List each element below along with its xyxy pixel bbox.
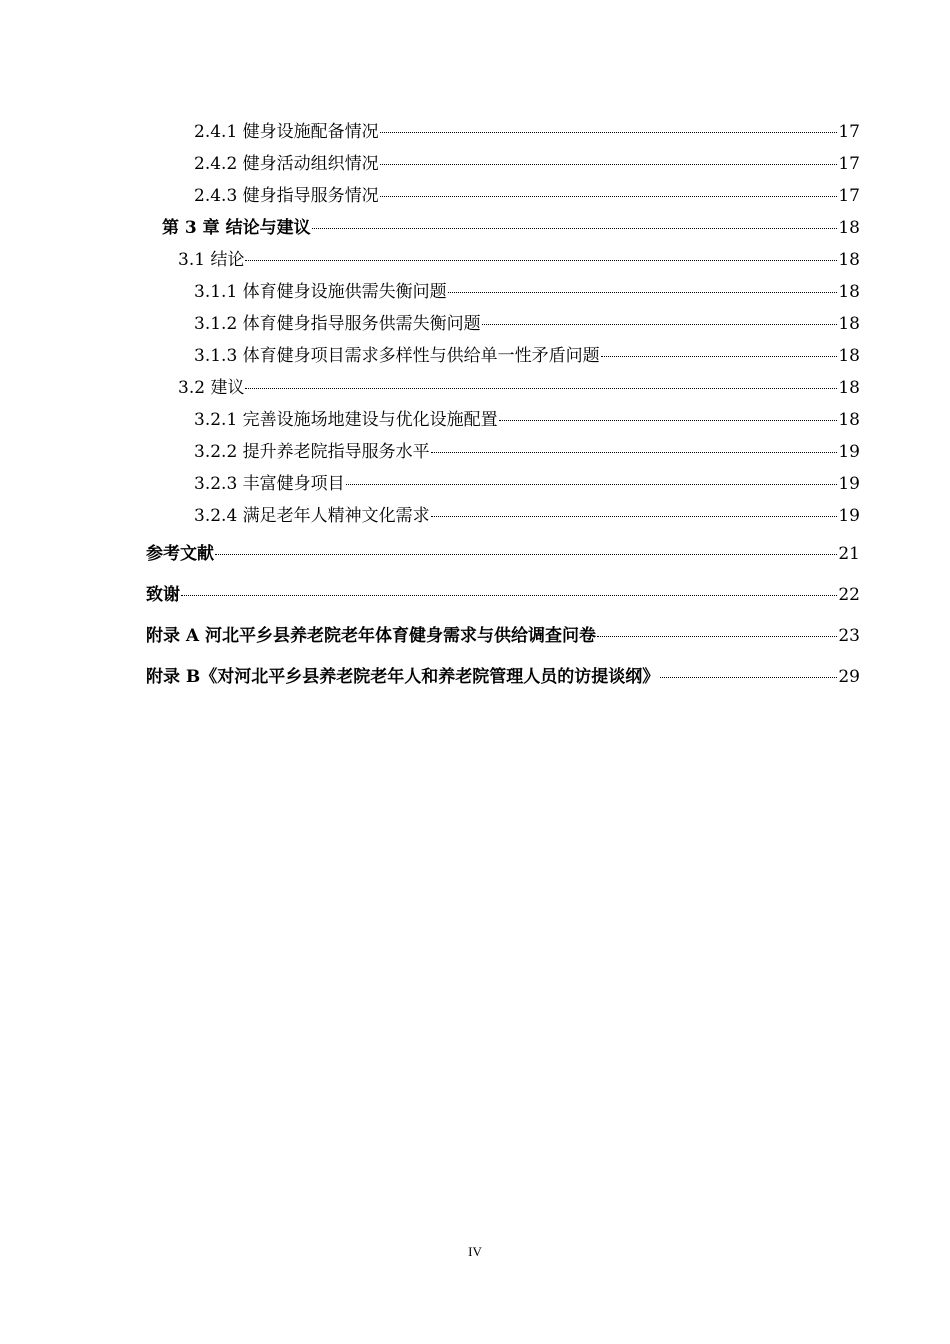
toc-entry-title: 第 3 章 结论与建议 — [162, 218, 311, 238]
toc-entry[interactable] — [146, 468, 860, 500]
toc-dot-leader — [431, 516, 838, 517]
toc-entry[interactable] — [146, 372, 860, 404]
toc-entry-page: 18 — [838, 282, 860, 302]
toc-entry-title: 3.2.4 满足老年人精神文化需求 — [194, 506, 430, 526]
toc-entry-page: 18 — [838, 314, 860, 334]
toc-entry[interactable] — [146, 657, 860, 698]
toc-entry-page: 17 — [838, 122, 860, 142]
toc-entry[interactable] — [146, 575, 860, 616]
toc-entry-page: 18 — [838, 346, 860, 366]
toc-entry-page: 19 — [838, 506, 860, 526]
toc-dot-leader — [380, 164, 838, 165]
toc-dot-leader — [499, 420, 838, 421]
toc-entry-title: 2.4.2 健身活动组织情况 — [194, 154, 379, 174]
toc-entry-title: 参考文献 — [146, 544, 214, 564]
toc-entry-title: 致谢 — [146, 585, 180, 605]
toc-dot-leader — [448, 292, 838, 293]
toc-dot-leader — [431, 452, 838, 453]
toc-entry-page: 17 — [838, 186, 860, 206]
table-of-contents — [146, 116, 860, 698]
toc-entry-title: 3.2.1 完善设施场地建设与优化设施配置 — [194, 410, 498, 430]
toc-entry-title: 3.1 结论 — [178, 250, 245, 270]
toc-entry-title: 2.4.1 健身设施配备情况 — [194, 122, 379, 142]
toc-dot-leader — [181, 595, 837, 596]
toc-entry[interactable] — [146, 180, 860, 212]
toc-entry[interactable] — [146, 308, 860, 340]
toc-dot-leader — [245, 260, 837, 261]
toc-entry-title: 3.1.2 体育健身指导服务供需失衡问题 — [194, 314, 481, 334]
toc-dot-leader — [660, 677, 837, 678]
toc-entry-title: 3.2.2 提升养老院指导服务水平 — [194, 442, 430, 462]
toc-dot-leader — [346, 484, 838, 485]
toc-entry-title: 附录 B《对河北平乡县养老院老年人和养老院管理人员的访提谈纲》 — [146, 667, 660, 687]
toc-entry[interactable] — [146, 244, 860, 276]
toc-entry[interactable] — [146, 148, 860, 180]
toc-entry-title: 3.1.1 体育健身设施供需失衡问题 — [194, 282, 447, 302]
toc-dot-leader — [597, 636, 837, 637]
toc-entry[interactable] — [146, 436, 860, 468]
toc-entry[interactable] — [146, 616, 860, 657]
toc-entry[interactable] — [146, 116, 860, 148]
toc-entry-page: 23 — [838, 626, 860, 646]
toc-entry-title: 3.2 建议 — [178, 378, 245, 398]
toc-entry-page: 18 — [838, 218, 860, 238]
toc-entry[interactable] — [146, 500, 860, 532]
toc-entry[interactable] — [146, 404, 860, 436]
toc-entry[interactable] — [146, 212, 860, 244]
toc-entry-page: 17 — [838, 154, 860, 174]
toc-entry-page: 29 — [838, 667, 860, 687]
toc-entry[interactable] — [146, 534, 860, 575]
toc-entry-page: 18 — [838, 378, 860, 398]
toc-entry-page: 18 — [838, 410, 860, 430]
page-number: IV — [468, 1244, 482, 1259]
toc-entry-page: 18 — [838, 250, 860, 270]
toc-dot-leader — [482, 324, 838, 325]
toc-entry[interactable] — [146, 276, 860, 308]
toc-entry-page: 19 — [838, 442, 860, 462]
toc-dot-leader — [312, 228, 838, 229]
toc-entry-title: 2.4.3 健身指导服务情况 — [194, 186, 379, 206]
toc-dot-leader — [245, 388, 837, 389]
toc-entry-title: 3.1.3 体育健身项目需求多样性与供给单一性矛盾问题 — [194, 346, 600, 366]
toc-entry-title: 附录 A 河北平乡县养老院老年体育健身需求与供给调查问卷 — [146, 626, 597, 646]
toc-entry-page: 19 — [838, 474, 860, 494]
toc-dot-leader — [215, 554, 837, 555]
toc-entry-page: 22 — [838, 585, 860, 605]
toc-dot-leader — [380, 196, 838, 197]
toc-dot-leader — [601, 356, 838, 357]
toc-entry-page: 21 — [838, 544, 860, 564]
toc-entry[interactable] — [146, 340, 860, 372]
toc-dot-leader — [380, 132, 838, 133]
toc-entry-title: 3.2.3 丰富健身项目 — [194, 474, 345, 494]
